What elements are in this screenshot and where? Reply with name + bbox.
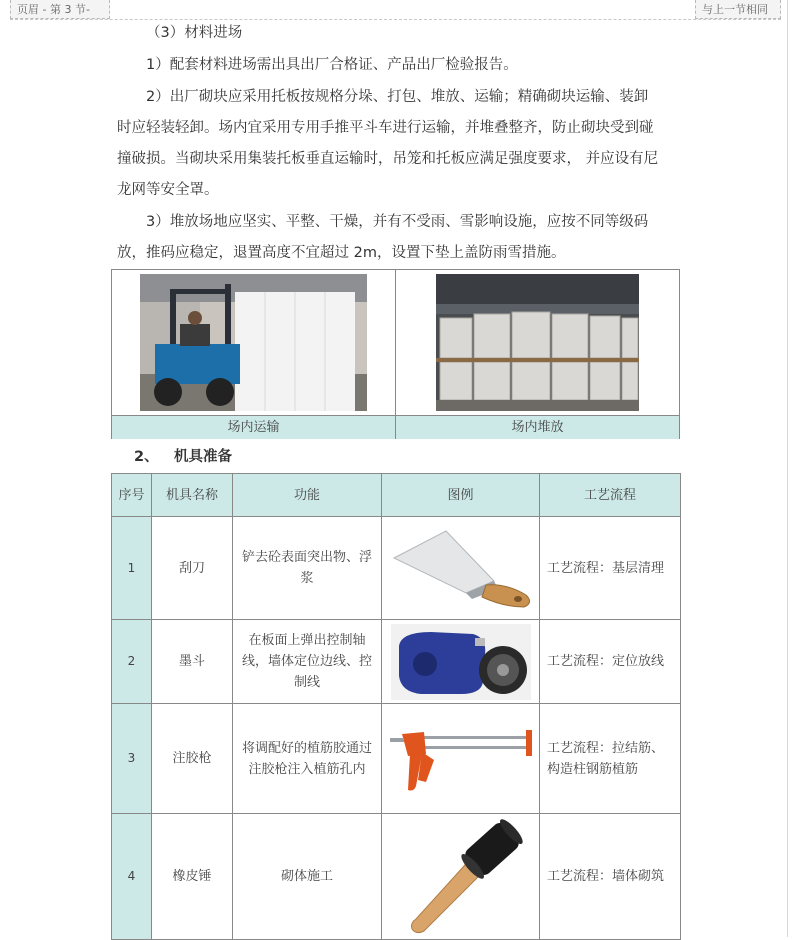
header-seq: 序号 <box>112 474 152 517</box>
same-as-previous-tag[interactable]: 与上一节相同 <box>695 0 781 19</box>
table-row <box>112 517 681 620</box>
photo-caption-transport: 场内运输 <box>112 416 396 439</box>
tool-name: 橡皮锤 <box>152 814 233 940</box>
header-name: 机具名称 <box>152 474 233 517</box>
tool-image-cell <box>382 517 540 620</box>
tool-image-cell <box>382 704 540 814</box>
table-row <box>112 814 681 940</box>
tool-process: 工艺流程：定位放线 <box>540 620 681 704</box>
tool-process: 工艺流程：墙体砌筑 <box>540 814 681 940</box>
tools-header-row <box>112 474 681 517</box>
section-name: 机具准备 <box>174 449 232 465</box>
tool-function: 铲去砼表面突出物、浮浆 <box>233 517 382 620</box>
section-number: 2、 <box>134 449 159 465</box>
tool-image-cell <box>382 814 540 940</box>
tool-process: 工艺流程：基层清理 <box>540 517 681 620</box>
row-seq: 4 <box>112 814 152 940</box>
row-seq: 2 <box>112 620 152 704</box>
tool-function: 将调配好的植筋胶通过注胶枪注入植筋孔内 <box>233 704 382 814</box>
row-seq: 3 <box>112 704 152 814</box>
header-process: 工艺流程 <box>540 474 681 517</box>
forklift-photo <box>140 274 367 411</box>
tool-name: 注胶枪 <box>152 704 233 814</box>
chalk-line-image <box>391 624 531 700</box>
header-function: 功能 <box>233 474 382 517</box>
tool-image-cell <box>382 620 540 704</box>
photo-table <box>111 269 680 439</box>
tool-function: 在板面上弹出控制轴线，墙体定位边线、控制线 <box>233 620 382 704</box>
stacked-blocks-photo <box>436 274 639 411</box>
photo-caption-stacking: 场内堆放 <box>511 420 564 435</box>
tool-name: 墨斗 <box>152 620 233 704</box>
tool-name: 刮刀 <box>152 517 233 620</box>
tools-table <box>111 473 681 940</box>
table-row <box>112 704 681 814</box>
row-seq: 1 <box>112 517 152 620</box>
caulking-gun-image <box>388 724 534 794</box>
header-section-tag[interactable]: 页眉 - 第 3 节- <box>10 0 110 19</box>
section-title <box>134 442 232 473</box>
materials-item-2: 2）出厂砌块应采用托板按规格分垛、打包、堆放、运输；精确砌块运输、装卸时应轻装轻卸。场内宜采用专用手推平斗车进行运输，并堆叠整齐，防止砌块受到碰撞破损。当砌块采用集装托板垂直运输时，吊笼和托板应满足强度要求， 并应设有尼龙网等安全罩。 <box>117 89 659 198</box>
materials-item-3: 3）堆放场地应坚实、平整、干燥，并有不受雨、雪影响设施，应按不同等级码放，推码应稳定，退置高度不宜超过 2m，设置下垫上盖防雨雪措施。 <box>117 214 649 261</box>
page-edge <box>787 0 788 937</box>
tool-process: 工艺流程：拉结筋、构造柱钢筋植筋 <box>540 704 681 814</box>
photo-cell-transport <box>112 270 396 415</box>
materials-item-1: 1）配套材料进场需出具出厂合格证、产品出厂检验报告。 <box>146 57 518 73</box>
photo-caption-row <box>112 415 679 439</box>
table-row <box>112 620 681 704</box>
scraper-image <box>386 523 536 613</box>
materials-heading: （3）材料进场 <box>146 25 243 41</box>
rubber-mallet-image <box>396 819 526 935</box>
tool-function: 砌体施工 <box>233 814 382 940</box>
photo-cell-stacking <box>396 270 679 415</box>
header-image: 图例 <box>382 474 540 517</box>
